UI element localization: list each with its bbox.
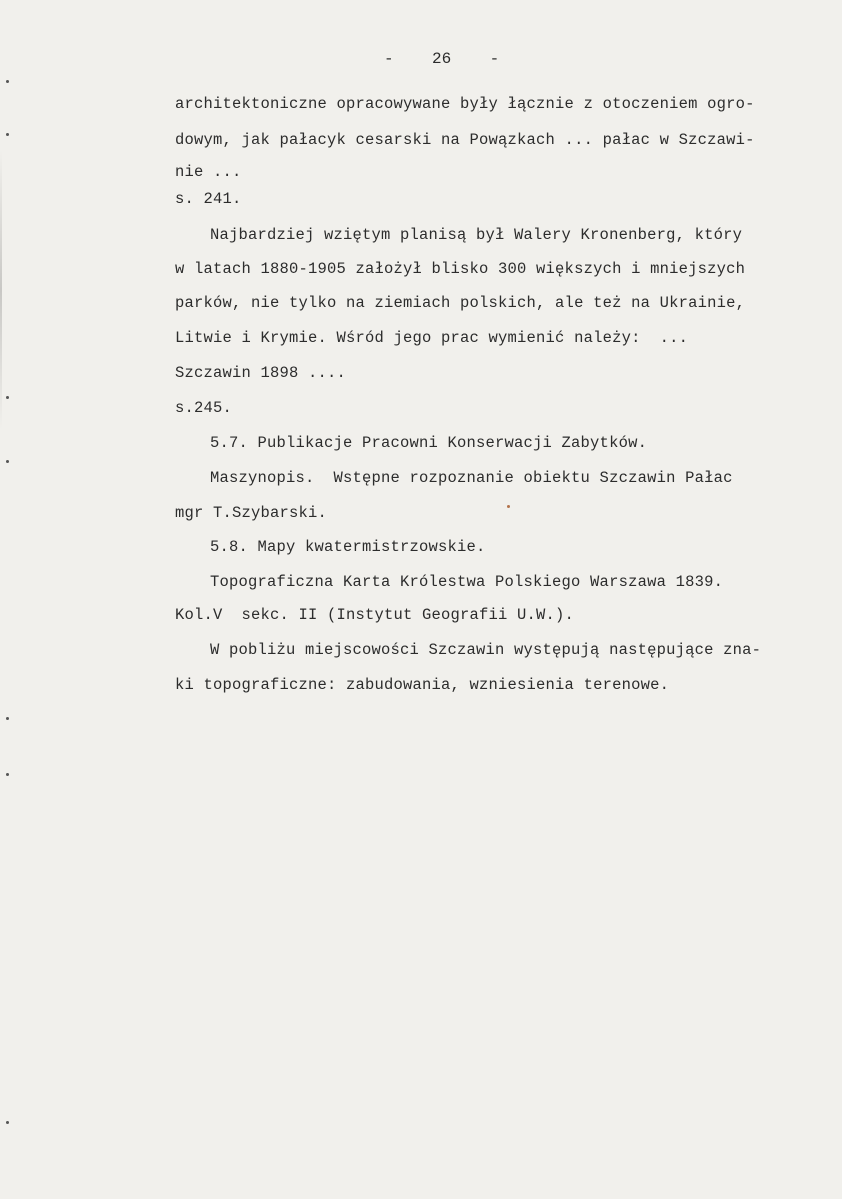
text-line: s.245. [175, 399, 233, 417]
margin-mark [6, 460, 9, 463]
text-line: parków, nie tylko na ziemiach polskich, ale też na Ukrainie, [175, 294, 746, 312]
text-line: architektoniczne opracowywane były łącznie z otoczeniem ogro- [175, 95, 755, 113]
text-line: Kol.V sekc. II (Instytut Geografii U.W.). [175, 606, 575, 624]
margin-mark [6, 773, 9, 776]
page-number: - 26 - [384, 50, 500, 68]
text-line: s. 241. [175, 190, 242, 208]
text-line: Najbardziej wziętym planisą był Walery Kronenberg, który [210, 226, 743, 244]
text-line: nie ... [175, 163, 242, 181]
text-line: Litwie i Krymie. Wśród jego prac wymienić należy: ... [175, 329, 689, 347]
section-heading: 5.7. Publikacje Pracowni Konserwacji Zabytków. [210, 434, 648, 452]
margin-mark [6, 396, 9, 399]
page-edge-shadow [0, 150, 2, 430]
margin-mark [6, 717, 9, 720]
margin-mark [6, 1121, 9, 1124]
margin-mark [6, 80, 9, 83]
text-line: Maszynopis. Wstępne rozpoznanie obiektu Szczawin Pałac [210, 469, 733, 487]
text-line: mgr T.Szybarski. [175, 504, 328, 522]
ink-speck [507, 505, 510, 508]
text-line: w latach 1880-1905 założył blisko 300 większych i mniejszych [175, 260, 746, 278]
text-line: dowym, jak pałacyk cesarski na Powązkach ... pałac w Szczawi- [175, 131, 755, 149]
section-heading: 5.8. Mapy kwatermistrzowskie. [210, 538, 486, 556]
text-line: ki topograficzne: zabudowania, wzniesienia terenowe. [175, 676, 670, 694]
text-line: W pobliżu miejscowości Szczawin występują następujące zna- [210, 641, 762, 659]
text-line: Szczawin 1898 .... [175, 364, 347, 382]
text-line: Topograficzna Karta Królestwa Polskiego Warszawa 1839. [210, 573, 724, 591]
margin-mark [6, 133, 9, 136]
